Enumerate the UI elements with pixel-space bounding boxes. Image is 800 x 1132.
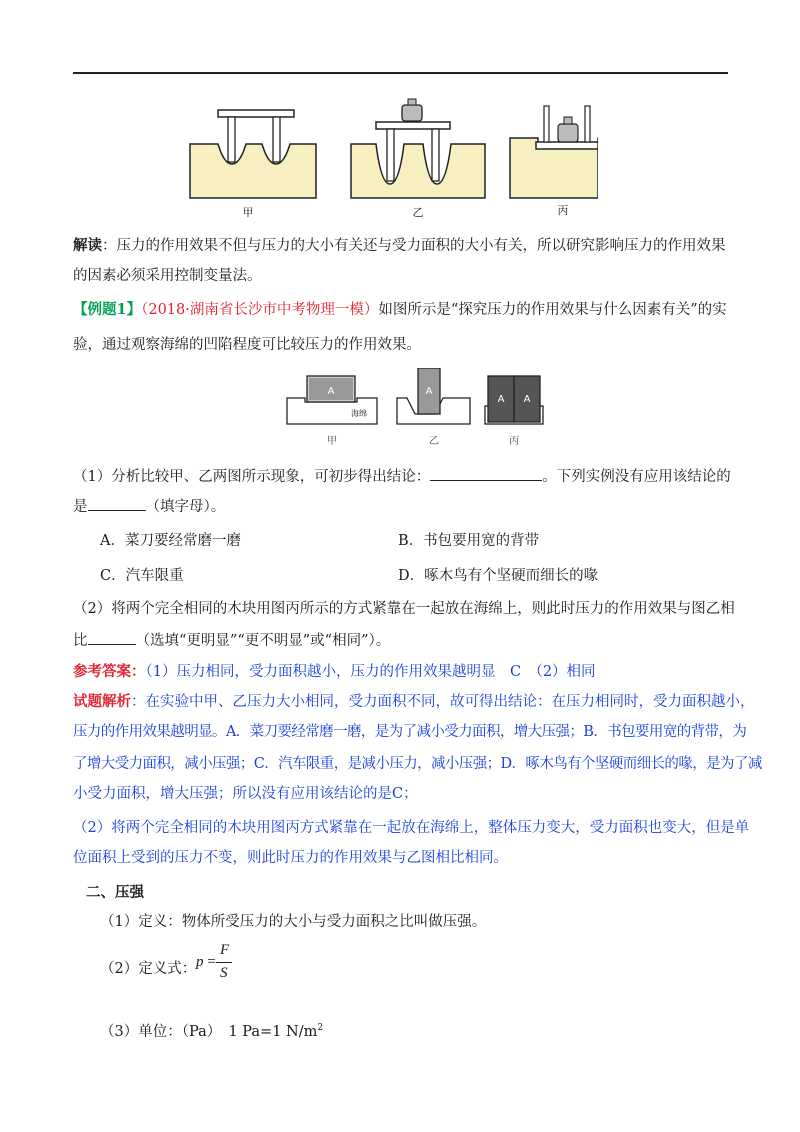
jiedu-line-2: 的因素必须采用控制变量法。 (73, 268, 262, 284)
q1-blank-1[interactable] (430, 466, 542, 481)
q2-line-2 (73, 630, 733, 651)
example-line-2: 验，通过观察海绵的凹陷程度可比较压力的作用效果。 (73, 337, 421, 353)
formula-lhs: p = (196, 954, 216, 970)
analysis-text-1: ：在实验中甲、乙压力大小相同，受力面积不同，故可得出结论：在压力相同时，受力面积越小， (131, 694, 755, 710)
fig1-label-jia: 甲 (242, 206, 254, 219)
q1-line-1 (73, 466, 733, 487)
fig1-label-bing: 丙 (557, 204, 569, 217)
fig2-label-yi: 乙 (429, 436, 439, 447)
q1-blank-2[interactable] (88, 496, 146, 511)
fig1-label-yi: 乙 (412, 206, 424, 219)
sponge-yi (397, 368, 470, 424)
option-d: D．啄木鸟有个坚硬而细长的喙 (398, 568, 599, 584)
fig2-label-bing: 丙 (509, 436, 519, 447)
formula-denominator: S (220, 965, 228, 981)
fig2-label-jia: 甲 (327, 436, 337, 447)
analysis-line-6: 位面积上受到的压力不变，则此时压力的作用效果与乙图相比相同。 (73, 850, 508, 866)
setup-jia (190, 110, 316, 198)
sponge-label: 海绵 (351, 409, 367, 418)
formula-label: （2）定义式： (100, 961, 197, 977)
jiedu-text-1: ：压力的作用效果不但与压力的大小有关还与受力面积的大小有关，所以研究影响压力的作用效果 (102, 238, 726, 254)
q1-text-2b: （填字母）。 (145, 499, 226, 515)
example-line-1 (73, 300, 733, 320)
unit-text: （3）单位：（Pa） 1 Pa=1 N/m (100, 1023, 318, 1040)
q1-text-2a: 是 (73, 499, 88, 515)
q1-line-2 (73, 496, 733, 517)
block-letter-bing-2: A (523, 394, 531, 405)
unit-superscript: 2 (317, 1023, 324, 1033)
figure-pressure-tables (188, 98, 598, 222)
pressure-unit (100, 1018, 760, 1042)
q1-text-1a: （1）分析比较甲、乙两图所示现象，可初步得出结论： (73, 469, 431, 485)
example-source: （2018·湖南省长沙市中考物理一模） (141, 302, 379, 318)
example-text-1: 如图所示是“探究压力的作用效果与什么因素有关”的实 (378, 302, 727, 318)
q2-text-2b: （选填“更明显”“更不明显”或“相同”）。 (135, 633, 391, 649)
jiedu-label: 解读 (73, 237, 102, 254)
option-b: B．书包要用宽的背带 (398, 533, 540, 549)
option-a: A．菜刀要经常磨一磨 (100, 533, 241, 549)
jiedu-line-1 (73, 236, 733, 256)
section-title: 二、压强 (86, 885, 144, 901)
analysis-line-1 (73, 692, 755, 712)
fraction-bar (216, 962, 232, 963)
analysis-line-4: 小受力面积，增大压强；所以没有应用该结论的是C； (73, 786, 418, 802)
sponge-jia (287, 376, 377, 424)
analysis-line-3: 了增大受力面积，减小压强；C．汽车限重，是减小压力，减小压强；D．啄木鸟有个坚硬而细长的喙，是为了减 (73, 756, 762, 772)
pressure-formula (196, 940, 256, 986)
answer-line (73, 662, 733, 682)
block-letter-jia: A (327, 386, 335, 397)
q1-text-1b: 。下列实例没有应用该结论的 (542, 469, 731, 485)
answer-text: （1）压力相同，受力面积越小，压力的作用效果越明显 C （2）相同 (145, 664, 596, 680)
q2-text-2a: 比 (73, 633, 88, 649)
formula-numerator: F (220, 942, 230, 958)
answer-label: 参考答案： (73, 663, 146, 680)
analysis-label: 试题解析 (73, 693, 131, 710)
pressure-definition: （1）定义：物体所受压力的大小与受力面积之比叫做压强。 (100, 914, 487, 930)
analysis-line-2: 压力的作用效果越明显。A．菜刀要经常磨一磨，是为了减小受力面积，增大压强；B．书包要用宽的背带，为 (73, 724, 747, 740)
sponge-bing (485, 376, 543, 424)
analysis-line-5: （2）将两个完全相同的木块用图丙方式紧靠在一起放在海绵上，整体压力变大，受力面积也变大，但是单 (73, 820, 750, 836)
block-letter-yi: A (425, 386, 433, 397)
option-c: C．汽车限重 (100, 568, 184, 584)
example-tag: 【例题1】 (73, 301, 142, 318)
setup-yi (351, 99, 485, 198)
top-rule (73, 72, 728, 74)
q2-blank[interactable] (88, 630, 136, 645)
block-letter-bing-1: A (497, 394, 505, 405)
q2-line-1: （2）将两个完全相同的木块用图丙所示的方式紧靠在一起放在海绵上，则此时压力的作用效果与图乙相 (73, 601, 735, 617)
figure-block-sponge (285, 368, 545, 450)
setup-bing (510, 106, 598, 198)
